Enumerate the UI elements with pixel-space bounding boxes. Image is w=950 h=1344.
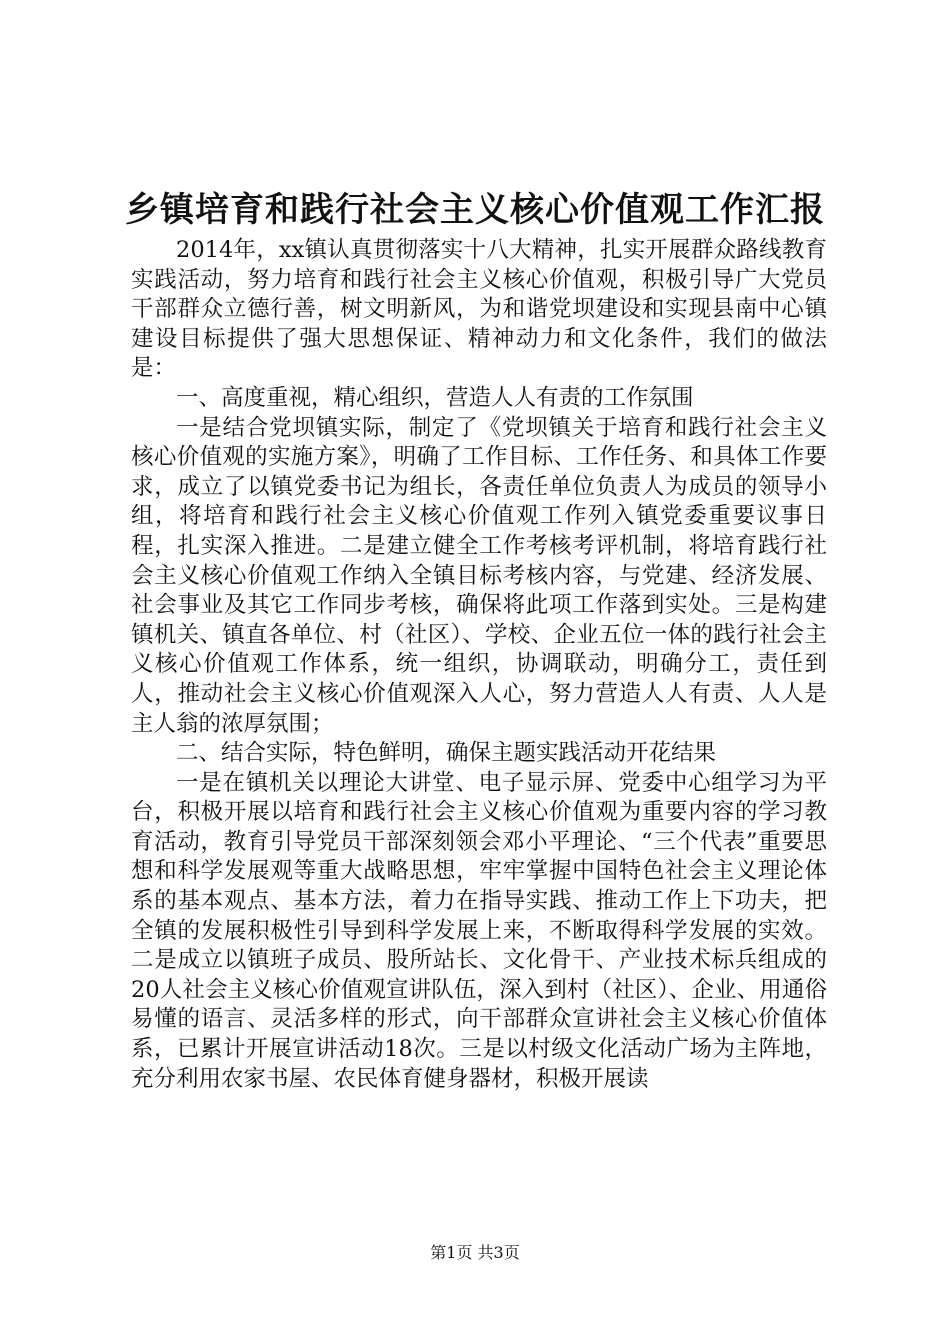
section-2-paragraph: 一是在镇机关以理论大讲堂、电子显示屏、党委中心组学习为平台，积极开展以培育和践行社会主义核心价值观为重要内容的学习教育活动，教育引导党员干部深刻领会邓小平理论、“三个代表”重要思想和科学发展观等重大战略思想，牢牢掌握中国特色社会主义理论体系的基本观点、基本方法，着力在指导实践、推动工作上下功夫，把全镇的发展积极性引导到科学发展上来，不断取得科学发展的实效。二是成立以镇班子成员、股所站长、文化骨干、产业技术标兵组成的20人社会主义核心价值观宣讲队伍，深入到村（社区）、企业、用通俗易懂的语言、灵活多样的形式，向干部群众宣讲社会主义核心价值体系，已累计开展宣讲活动18次。三是以村级文化活动广场为主阵地，充分利用农家书屋、农民体育健身器材，积极开展读 [131,769,827,1092]
document-title: 乡镇培育和践行社会主义核心价值观工作汇报 [125,190,825,230]
section-heading-2: 二、结合实际，特色鲜明，确保主题实践活动开花结果 [176,740,717,767]
intro-paragraph: 2014年，xx镇认真贯彻落实十八大精神，扎实开展群众路线教育实践活动，努力培育和践行社会主义核心价值观，积极引导广大党员干部群众立德行善，树文明新风，为和谐党坝建设和实现县南中心镇建设目标提供了强大思想保证、精神动力和文化条件，我们的做法是： [131,237,827,382]
section-heading-1: 一、高度重视，精心组织，营造人人有责的工作氛围 [176,384,694,411]
document-body [131,236,827,1094]
page-number-footer: 第1页 共3页 [430,1243,520,1262]
section-1-paragraph: 一是结合党坝镇实际，制定了《党坝镇关于培育和践行社会主义核心价值观的实施方案》，明确了工作目标、工作任务、和具体工作要求，成立了以镇党委书记为组长，各责任单位负责人为成员的领导小组，将培育和践行社会主义核心价值观工作列入镇党委重要议事日程，扎实深入推进。二是建立健全工作考核考评机制，将培育践行社会主义核心价值观工作纳入全镇目标考核内容，与党建、经济发展、社会事业及其它工作同步考核，确保将此项工作落到实处。三是构建镇机关、镇直各单位、村（社区）、学校、企业五位一体的践行社会主义核心价值观工作体系，统一组织，协调联动，明确分工，责任到人，推动社会主义核心价值观深入人心，努力营造人人有责、人人是主人翁的浓厚氛围； [131,414,827,737]
